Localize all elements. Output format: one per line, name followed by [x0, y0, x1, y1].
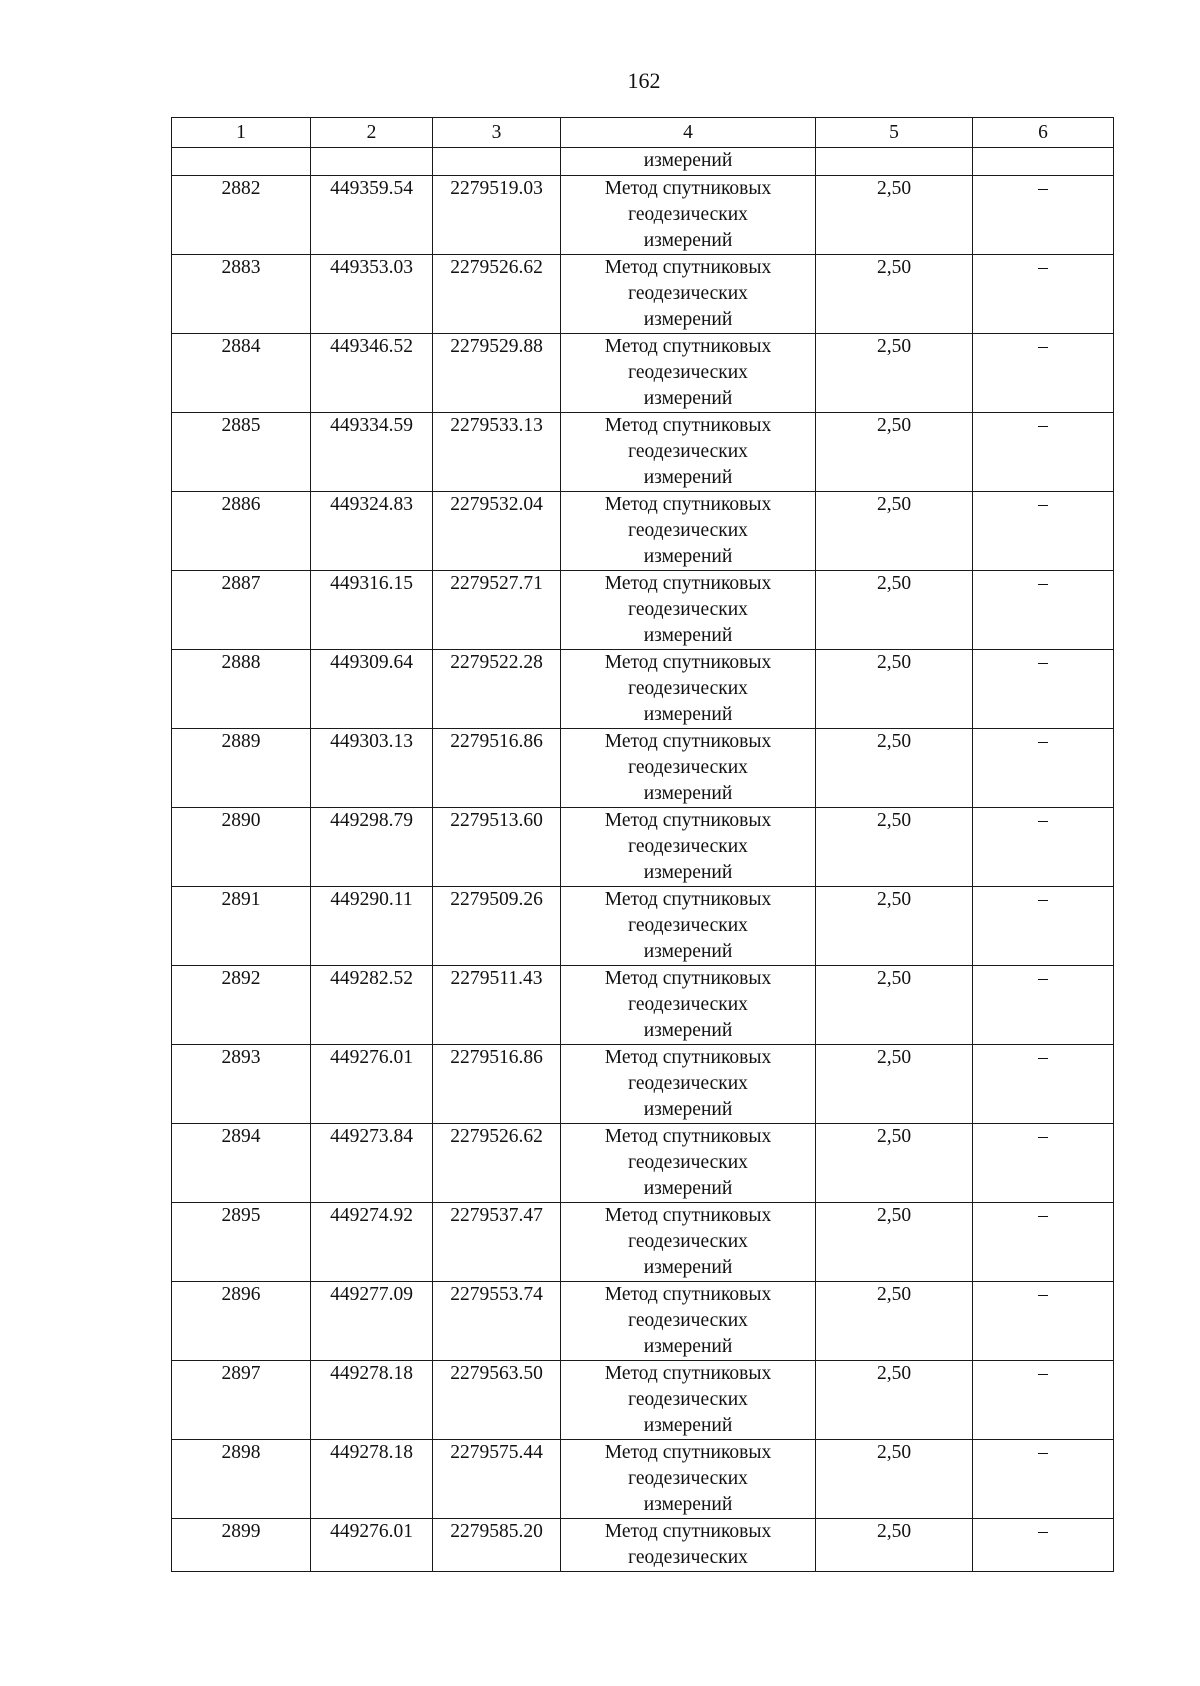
- continuation-cell: [816, 148, 973, 176]
- method-line: геодезических: [628, 1389, 748, 1410]
- point-number-cell: 2899: [172, 1519, 311, 1572]
- method-line: геодезических: [628, 836, 748, 857]
- method-line: измерений: [643, 704, 733, 725]
- method-line: измерений: [643, 625, 733, 646]
- accuracy-cell: 2,50: [816, 1124, 973, 1203]
- method-cell: [561, 492, 816, 571]
- accuracy-cell: 2,50: [816, 255, 973, 334]
- method-line: измерений: [643, 388, 733, 409]
- point-number-cell: 2887: [172, 571, 311, 650]
- description-cell: –: [973, 413, 1114, 492]
- continuation-cell: [973, 148, 1114, 176]
- header-cell: 5: [816, 118, 973, 148]
- description-cell: –: [973, 729, 1114, 808]
- table-row: [172, 650, 1114, 729]
- accuracy-cell: 2,50: [816, 1519, 973, 1572]
- point-number-cell: 2888: [172, 650, 311, 729]
- point-number-cell: 2891: [172, 887, 311, 966]
- table-row: [172, 1282, 1114, 1361]
- description-cell: –: [973, 1203, 1114, 1282]
- method-line: Метод спутниковых: [604, 731, 772, 752]
- point-number-cell: 2882: [172, 176, 311, 255]
- method-line: геодезических: [628, 1468, 748, 1489]
- method-line: Метод спутниковых: [604, 257, 772, 278]
- accuracy-cell: 2,50: [816, 650, 973, 729]
- y-coordinate-cell: 2279553.74: [433, 1282, 561, 1361]
- header-cell: 4: [561, 118, 816, 148]
- accuracy-cell: 2,50: [816, 176, 973, 255]
- point-number-cell: 2889: [172, 729, 311, 808]
- method-line: Метод спутниковых: [604, 1205, 772, 1226]
- x-coordinate-cell: 449353.03: [311, 255, 433, 334]
- method-line: Метод спутниковых: [604, 810, 772, 831]
- table-row: [172, 1045, 1114, 1124]
- x-coordinate-cell: 449324.83: [311, 492, 433, 571]
- description-cell: –: [973, 1519, 1114, 1572]
- y-coordinate-cell: 2279509.26: [433, 887, 561, 966]
- y-coordinate-cell: 2279516.86: [433, 1045, 561, 1124]
- accuracy-cell: 2,50: [816, 1203, 973, 1282]
- method-line: измерений: [643, 1257, 733, 1278]
- method-line: измерений: [643, 1020, 733, 1041]
- method-line: Метод спутниковых: [604, 968, 772, 989]
- table-row: [172, 887, 1114, 966]
- table-row: [172, 1440, 1114, 1519]
- method-line: измерений: [643, 1099, 733, 1120]
- point-number-cell: 2894: [172, 1124, 311, 1203]
- method-cell: [561, 413, 816, 492]
- method-line: геодезических: [628, 204, 748, 225]
- table-row: [172, 966, 1114, 1045]
- header-cell: 2: [311, 118, 433, 148]
- x-coordinate-cell: 449309.64: [311, 650, 433, 729]
- table-row: [172, 808, 1114, 887]
- coordinates-table: [171, 117, 1114, 1572]
- y-coordinate-cell: 2279526.62: [433, 1124, 561, 1203]
- method-line: геодезических: [628, 757, 748, 778]
- description-cell: –: [973, 650, 1114, 729]
- description-cell: –: [973, 1045, 1114, 1124]
- method-line: геодезических: [628, 1547, 748, 1568]
- table-row: [172, 334, 1114, 413]
- description-cell: –: [973, 966, 1114, 1045]
- y-coordinate-cell: 2279537.47: [433, 1203, 561, 1282]
- table-header-row: [172, 118, 1114, 148]
- method-line: измерений: [643, 1494, 733, 1515]
- point-number-cell: 2892: [172, 966, 311, 1045]
- method-line: измерений: [643, 230, 733, 251]
- method-line: геодезических: [628, 599, 748, 620]
- description-cell: –: [973, 1124, 1114, 1203]
- method-line: измерений: [643, 546, 733, 567]
- point-number-cell: 2898: [172, 1440, 311, 1519]
- y-coordinate-cell: 2279585.20: [433, 1519, 561, 1572]
- x-coordinate-cell: 449276.01: [311, 1519, 433, 1572]
- method-cell: [561, 887, 816, 966]
- method-line: геодезических: [628, 520, 748, 541]
- continuation-cell: измерений: [561, 148, 816, 176]
- accuracy-cell: 2,50: [816, 1361, 973, 1440]
- method-line: геодезических: [628, 1231, 748, 1252]
- x-coordinate-cell: 449303.13: [311, 729, 433, 808]
- y-coordinate-cell: 2279519.03: [433, 176, 561, 255]
- description-cell: –: [973, 492, 1114, 571]
- description-cell: –: [973, 1361, 1114, 1440]
- method-line: измерений: [643, 309, 733, 330]
- accuracy-cell: 2,50: [816, 729, 973, 808]
- method-line: Метод спутниковых: [604, 1521, 772, 1542]
- description-cell: –: [973, 808, 1114, 887]
- method-line: геодезических: [628, 1310, 748, 1331]
- method-cell: [561, 729, 816, 808]
- description-cell: –: [973, 1440, 1114, 1519]
- x-coordinate-cell: 449282.52: [311, 966, 433, 1045]
- y-coordinate-cell: 2279575.44: [433, 1440, 561, 1519]
- method-line: Метод спутниковых: [604, 1363, 772, 1384]
- method-line: Метод спутниковых: [604, 1442, 772, 1463]
- x-coordinate-cell: 449278.18: [311, 1361, 433, 1440]
- table-row: [172, 1519, 1114, 1572]
- continuation-cell: [172, 148, 311, 176]
- x-coordinate-cell: 449346.52: [311, 334, 433, 413]
- method-line: геодезических: [628, 1073, 748, 1094]
- method-line: геодезических: [628, 283, 748, 304]
- accuracy-cell: 2,50: [816, 413, 973, 492]
- method-cell: [561, 1203, 816, 1282]
- x-coordinate-cell: 449290.11: [311, 887, 433, 966]
- table-row: [172, 729, 1114, 808]
- method-cell: [561, 255, 816, 334]
- accuracy-cell: 2,50: [816, 966, 973, 1045]
- method-cell: [561, 334, 816, 413]
- method-line: измерений: [643, 1178, 733, 1199]
- accuracy-cell: 2,50: [816, 1282, 973, 1361]
- method-line: геодезических: [628, 678, 748, 699]
- x-coordinate-cell: 449334.59: [311, 413, 433, 492]
- point-number-cell: 2883: [172, 255, 311, 334]
- page-number: 162: [627, 68, 661, 93]
- method-line: геодезических: [628, 1152, 748, 1173]
- method-line: геодезических: [628, 915, 748, 936]
- y-coordinate-cell: 2279527.71: [433, 571, 561, 650]
- method-line: Метод спутниковых: [604, 494, 772, 515]
- accuracy-cell: 2,50: [816, 571, 973, 650]
- method-line: геодезических: [628, 362, 748, 383]
- y-coordinate-cell: 2279522.28: [433, 650, 561, 729]
- continuation-cell: [433, 148, 561, 176]
- header-cell: 3: [433, 118, 561, 148]
- continuation-cell: [311, 148, 433, 176]
- method-cell: [561, 1124, 816, 1203]
- y-coordinate-cell: 2279529.88: [433, 334, 561, 413]
- table-row: [172, 176, 1114, 255]
- table-row: [172, 255, 1114, 334]
- table-body: [172, 118, 1114, 1572]
- method-cell: [561, 1519, 816, 1572]
- accuracy-cell: 2,50: [816, 887, 973, 966]
- table-row: [172, 413, 1114, 492]
- point-number-cell: 2896: [172, 1282, 311, 1361]
- accuracy-cell: 2,50: [816, 808, 973, 887]
- y-coordinate-cell: 2279563.50: [433, 1361, 561, 1440]
- x-coordinate-cell: 449276.01: [311, 1045, 433, 1124]
- x-coordinate-cell: 449277.09: [311, 1282, 433, 1361]
- method-line: измерений: [643, 467, 733, 488]
- method-line: Метод спутниковых: [604, 1126, 772, 1147]
- method-cell: [561, 1361, 816, 1440]
- point-number-cell: 2895: [172, 1203, 311, 1282]
- method-line: Метод спутниковых: [604, 889, 772, 910]
- method-cell: [561, 1440, 816, 1519]
- method-line: измерений: [643, 1415, 733, 1436]
- method-line: измерений: [643, 1336, 733, 1357]
- x-coordinate-cell: 449316.15: [311, 571, 433, 650]
- description-cell: –: [973, 334, 1114, 413]
- header-cell: 1: [172, 118, 311, 148]
- accuracy-cell: 2,50: [816, 1440, 973, 1519]
- table-row: [172, 1203, 1114, 1282]
- x-coordinate-cell: 449274.92: [311, 1203, 433, 1282]
- table-row: [172, 1124, 1114, 1203]
- x-coordinate-cell: 449298.79: [311, 808, 433, 887]
- method-cell: [561, 650, 816, 729]
- description-cell: –: [973, 887, 1114, 966]
- table-row: [172, 571, 1114, 650]
- header-cell: 6: [973, 118, 1114, 148]
- continuation-row: [172, 148, 1114, 176]
- method-line: измерений: [643, 862, 733, 883]
- point-number-cell: 2890: [172, 808, 311, 887]
- table-row: [172, 492, 1114, 571]
- method-cell: [561, 808, 816, 887]
- y-coordinate-cell: 2279526.62: [433, 255, 561, 334]
- y-coordinate-cell: 2279511.43: [433, 966, 561, 1045]
- y-coordinate-cell: 2279533.13: [433, 413, 561, 492]
- y-coordinate-cell: 2279513.60: [433, 808, 561, 887]
- description-cell: –: [973, 255, 1114, 334]
- y-coordinate-cell: 2279516.86: [433, 729, 561, 808]
- method-line: измерений: [643, 941, 733, 962]
- point-number-cell: 2885: [172, 413, 311, 492]
- method-cell: [561, 571, 816, 650]
- table-row: [172, 1361, 1114, 1440]
- point-number-cell: 2897: [172, 1361, 311, 1440]
- method-line: геодезических: [628, 441, 748, 462]
- method-cell: [561, 966, 816, 1045]
- method-line: Метод спутниковых: [604, 573, 772, 594]
- method-cell: [561, 1282, 816, 1361]
- point-number-cell: 2884: [172, 334, 311, 413]
- method-line: Метод спутниковых: [604, 415, 772, 436]
- y-coordinate-cell: 2279532.04: [433, 492, 561, 571]
- method-line: Метод спутниковых: [604, 1284, 772, 1305]
- description-cell: –: [973, 1282, 1114, 1361]
- x-coordinate-cell: 449359.54: [311, 176, 433, 255]
- method-line: Метод спутниковых: [604, 652, 772, 673]
- x-coordinate-cell: 449273.84: [311, 1124, 433, 1203]
- method-line: Метод спутниковых: [604, 178, 772, 199]
- description-cell: –: [973, 176, 1114, 255]
- method-cell: [561, 1045, 816, 1124]
- method-cell: [561, 176, 816, 255]
- method-line: Метод спутниковых: [604, 1047, 772, 1068]
- description-cell: –: [973, 571, 1114, 650]
- point-number-cell: 2886: [172, 492, 311, 571]
- x-coordinate-cell: 449278.18: [311, 1440, 433, 1519]
- method-line: геодезических: [628, 994, 748, 1015]
- accuracy-cell: 2,50: [816, 334, 973, 413]
- point-number-cell: 2893: [172, 1045, 311, 1124]
- accuracy-cell: 2,50: [816, 1045, 973, 1124]
- accuracy-cell: 2,50: [816, 492, 973, 571]
- method-line: Метод спутниковых: [604, 336, 772, 357]
- method-line: измерений: [643, 783, 733, 804]
